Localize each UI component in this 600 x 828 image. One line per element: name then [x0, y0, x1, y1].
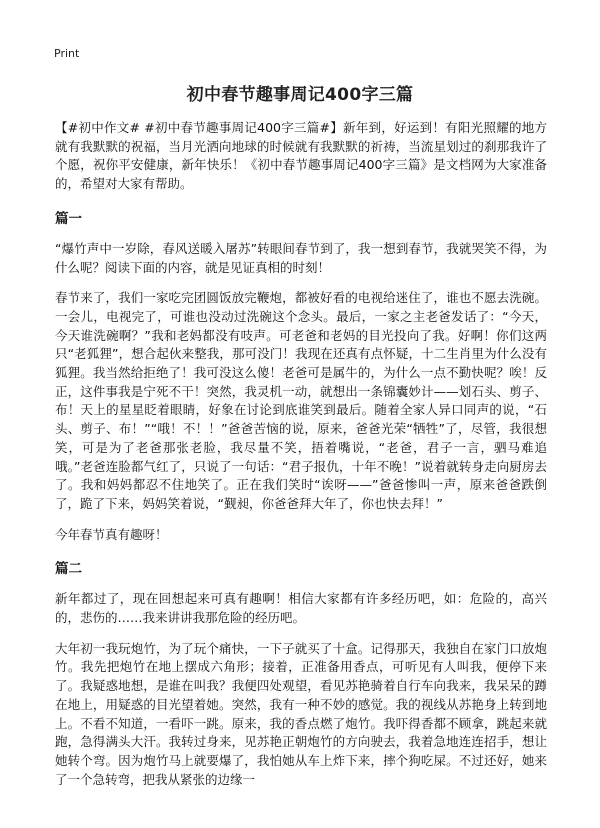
section-1-paragraph-2: 春节来了，我们一家吃完团圆饭放完鞭炮，都被好看的电视给迷住了，谁也不愿去洗碗。一会儿，电视完了，可谁也没动过洗碗这个念头。最后，一家之主老爸发话了：“今天，今天谁洗碗啊？”我和老妈都没有吱声。可老爸和老妈的目光投向了我。好啊！你们这两只“老狐狸”，想合起伙来整我，那可没门！我现在还真有点怀疑，十二生肖里为什么没有狐狸。我当然给拒绝了！我可没这么傻！老爸可是属牛的，为什么一点不勤快呢？唉！反正，这件事我是宁死不干！突然，我灵机一动，就想出一条锦囊妙计——划石头、剪子、布！天上的星星眨着眼睛，好象在讨论到底谁笑到最后。随着全家人异口同声的说，“石头、剪子、布！”“哦！不！！”爸爸苦恼的说，原来，爸爸光荣“牺牲”了，尽管，我很想笑，可是为了老爸那张老脸，我尽量不笑，捂着嘴说，“老爸，君子一言，驷马难追哦。”老爸连脸都气红了，只说了一句话：“君子报仇，十年不晚！”说着就转身走向厨房去了。我和妈妈都忍不住地笑了。正在我们笑时“诶呀——”爸爸惨叫一声，原来爸爸跌倒了，跪了下来，妈妈笑着说，“觐昶，你爸爸拜大年了，你也快去拜！” — [55, 290, 547, 511]
intro-paragraph: 【#初中作文# #初中春节趣事周记400字三篇#】新年到，好运到！有阳光照耀的地方就有我默默的祝福，当月光洒向地球的时候就有我默默的祈祷，当流星划过的刹那我许了个愿，祝你平安健康，新年快乐！《初中春节趣事周记400字三篇》是文档网为大家准备的，希望对大家有帮助。 — [55, 120, 547, 192]
section-1-paragraph-1: “爆竹声中一岁除，春风送暖入屠苏”转眼间春节到了，我一想到春节，我就哭笑不得，为什么呢？阅读下面的内容，就是见证真相的时刻！ — [55, 240, 547, 275]
section-heading-2: 篇二 — [55, 561, 82, 578]
document-body — [55, 119, 547, 801]
print-label[interactable]: Print — [54, 47, 80, 60]
section-2-paragraph-1: 新年都过了，现在回想起来可真有趣啊！相信大家都有许多经历吧，如：危险的，高兴的，悲伤的……我来讲讲我那危险的经历吧。 — [55, 591, 547, 626]
section-heading-1: 篇一 — [55, 210, 82, 227]
section-2-paragraph-2: 大年初一我玩炮竹，为了玩个痛快，一下子就买了十盒。记得那天，我独自在家门口放炮竹。我先把炮竹在地上摆成六角形；接着，正准备用香点，可听见有人叫我，便停下来了。我疑惑地想，是谁在叫我？我便四处观望，看见苏艳骑着自行车向我来，我呆呆的蹲在地上，用疑惑的目光望着她。突然，我有一种不妙的感觉。我的视线从苏艳身上转到地上。不看不知道，一看吓一跳。原来，我的香点燃了炮竹。我吓得香都不顾拿，跳起来就跑，急得满头大汗。我转过身来，见苏艳正朝炮竹的方向驶去，我着急地连连招手，想让她转个弯。因为炮竹马上就要爆了，我怕她从车上炸下来，摔个狗吃屎。不过还好，她来了一个急转弯，把我从紧张的边缘一 — [55, 640, 547, 787]
document-title: 初中春节趣事周记400字三篇 — [186, 85, 414, 105]
section-1-paragraph-3: 今年春节真有趣呀！ — [55, 526, 168, 542]
